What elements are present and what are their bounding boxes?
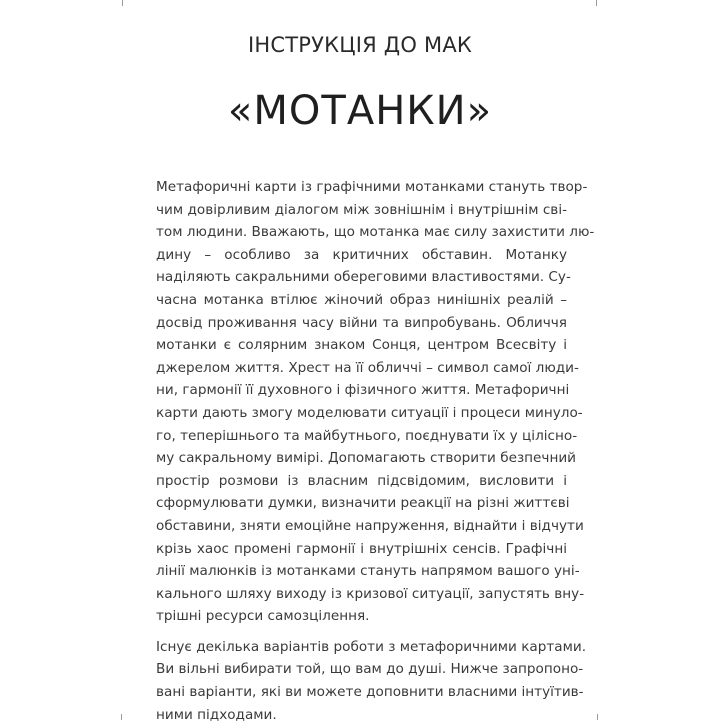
page-title: «МОТАНКИ» <box>227 88 493 134</box>
text-line: досвід проживання часу війни та випробувань. Обличчя <box>156 314 567 331</box>
crop-mark-bottom-left <box>121 714 122 720</box>
text-line: кального шляху виходу із кризової ситуації, запустять вну- <box>156 585 585 602</box>
text-line: ни, гармонії її духовного і фізичного життя. Метафоричні <box>156 382 570 399</box>
text-line: карти дають змогу моделювати ситуації і процеси минуло- <box>156 404 583 421</box>
text-line: простір розмови із власним підсвідомим, висловити і <box>156 472 567 489</box>
crop-mark-top-left <box>122 0 123 6</box>
page-subtitle: ІНСТРУКЦІЯ ДО МАК <box>247 33 472 57</box>
text-line: наділяють сакральними обереговими властивостями. Су- <box>156 269 571 286</box>
text-line: Існує декілька варіантів роботи з метафоричними картами. <box>156 638 587 655</box>
text-line: ними підходами. <box>156 706 277 723</box>
text-line: джерелом життя. Хрест на її обличчі – символ самої люди- <box>156 359 579 376</box>
body-text <box>156 176 595 726</box>
text-line: сформулювати думки, визначити реакції на різні життєві <box>156 495 570 512</box>
text-line: дину – особливо за критичних обставин. Мотанку <box>156 246 567 263</box>
text-line: му сакральному вимірі. Допомагають створити безпечний <box>156 450 577 467</box>
crop-mark-top-right <box>596 0 597 6</box>
crop-mark-bottom-right <box>597 714 598 720</box>
text-line: крізь хаос промені гармонії і внутрішніх сенсів. Графічні <box>156 540 567 557</box>
text-line: обставини, зняти емоційне напруження, віднайти і відчути <box>156 517 584 534</box>
text-line: трішні ресурси самозцілення. <box>156 608 370 625</box>
text-line: чим довірливим діалогом між зовнішнім і внутрішнім сві- <box>156 201 567 218</box>
text-line: вані варіанти, які ви можете доповнити власними інтуїтив- <box>156 684 584 701</box>
text-line: лінії малюнків із мотанками стануть напрямом вашого уні- <box>156 563 580 580</box>
text-line: Ви вільні вибирати той, що вам до душі. Нижче запропоно- <box>156 661 584 678</box>
text-line: го, теперішнього та майбутнього, поєднувати їх у цілісно- <box>156 427 578 444</box>
text-line: Метафоричні карти із графічними мотанками стануть твор- <box>156 179 588 195</box>
paragraph-intro <box>156 176 595 628</box>
text-line: мотанки є солярним знаком Сонця, центром Всесвіту і <box>156 337 567 354</box>
text-line: том людини. Вважають, що мотанка має силу захистити лю- <box>156 224 595 241</box>
paragraph-variants <box>156 636 587 726</box>
text-line: часна мотанка втілює жіночий образ нинішніх реалій – <box>156 291 567 308</box>
